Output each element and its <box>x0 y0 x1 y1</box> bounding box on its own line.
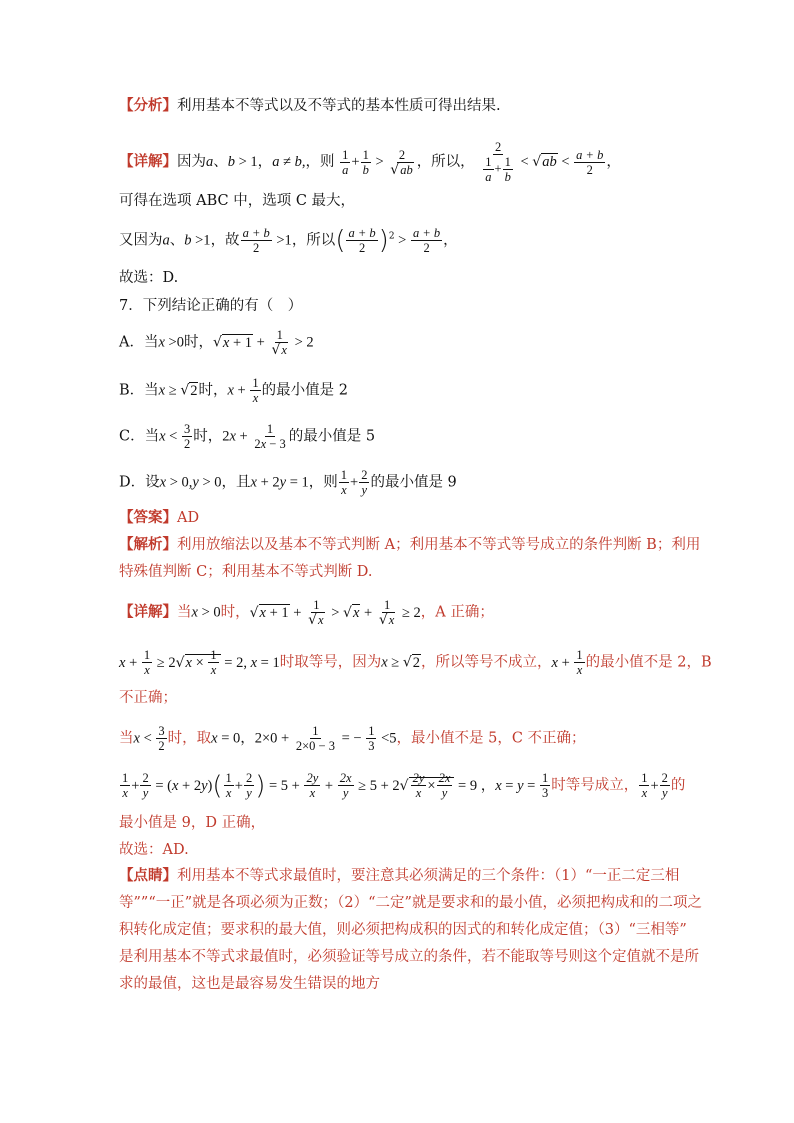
detail2-line-d: $\frac{1}{x}$ + $\frac{2}{y}$ = (x + 2y)( $\frac{1}{x}$ + $\frac{2}{y}$ ) = 5 + $\frac{2y}{x}$ + $\frac{2x}{y}$ ≥ 5 + 2√ $\frac{2y}{x}$ × $\frac{2x}{y}$ = 9 ，x = y = $\frac{1}{3}$ 时等号成立， $\frac{1}{x}$ + $\frac{2}{y}$ 的 <box>122 770 686 801</box>
text-seg: 时取等号，因为 <box>279 654 382 671</box>
frac-mean: $\frac{a + b}{2}$ <box>242 226 270 255</box>
frac-harmonic: 2 $\frac{1}{a}$ + $\frac{1}{b}$ <box>485 140 511 184</box>
answer-tag: 【答案】 <box>119 509 177 526</box>
line-option-c-max: 可得在选项 ABC 中，选项 C 最大， <box>119 193 356 209</box>
detail2-line-c: 当x < $\frac{3}{2}$ 时，取x = 0，2×0 + $\frac{1}{2\times 0 - 3}$ = − $\frac{1}{3}$ <5，最小值不是 5，C 不正确； <box>119 724 586 753</box>
text-seg: ， <box>606 154 621 170</box>
text-seg: 的最小值是 9 <box>370 474 457 491</box>
text-seg: A．当 <box>119 334 159 351</box>
question-7-stem: 7．下列结论正确的有（ ） <box>119 298 303 314</box>
text-seg: 、 <box>169 232 185 249</box>
option-d: D．设x > 0,y > 0，且x + 2y = 1，则 $\frac{1}{x}$ + $\frac{2}{y}$ 的最小值是 9 <box>119 468 457 497</box>
text-seg: 的最小值是 5 <box>288 428 376 445</box>
detail-line-1: 【详解】因为a、b > 1，a ≠ b,，则 $\frac{1}{a}$ + $\frac{1}{b}$ > $\frac{2}{√ab}$ ，所以， 2 $\frac{1}{a}$ + $\frac{1}{b}$ < √ab < $\frac{a + b}{2}$ ， <box>119 140 621 184</box>
answer-line <box>119 508 199 528</box>
choose-1: 故选：D. <box>119 270 179 286</box>
analysis-text: 利用基本不等式以及不等式的基本性质可得出结果. <box>177 98 501 114</box>
text-seg: 时， <box>183 334 213 351</box>
detail2-line-a: 【详解】当x > 0时，√x + 1 + $\frac{1}{√x}$ > √x + $\frac{1}{√x}$ ≥ 2，A 正确； <box>119 598 494 628</box>
math: , <box>301 154 306 170</box>
math: a <box>206 154 214 170</box>
text-seg: 因为 <box>177 154 206 170</box>
text-seg: 时， <box>220 604 250 621</box>
explain-tag: 【解析】 <box>119 536 177 553</box>
text-seg: 利用放缩法以及基本不等式判断 A；利用基本不等式等号成立的条件判断 B；利用 <box>177 537 701 553</box>
remark-line-3: 积转化成定值；要求积的最大值，则必须把构成积的因式的和转化成定值；（3）“三相等” <box>119 922 687 938</box>
text-seg: 、 <box>213 154 228 170</box>
option-c: C．当x < $\frac{3}{2}$ 时，2x + $\frac{1}{2x - 3}$ 的最小值是 5 <box>119 422 376 451</box>
detail-tag: 【详解】 <box>119 153 177 170</box>
frac-mean: $\frac{a + b}{2}$ <box>348 226 376 255</box>
frac-mean: $\frac{a + b}{2}$ <box>412 226 441 255</box>
text-seg: 又因为 <box>119 232 163 249</box>
text-seg: ，最小值不是 5，C 不正确； <box>396 730 586 747</box>
text-seg: 时，取 <box>167 730 212 747</box>
math: b <box>227 154 235 170</box>
choose-2: 故选：AD. <box>119 842 189 858</box>
text-seg: ，所以， <box>416 154 475 170</box>
detail2-line-b: x + $\frac{1}{x}$ ≥ 2√x × $\frac{1}{x}$ = 2, x = 1时取等号，因为x ≥ √2，所以等号不成立，x + $\frac{1}{x}$ 的最小值不是 2，B <box>119 648 712 677</box>
text-seg: 的最小值是 2 <box>261 382 348 399</box>
frac-1-b: $\frac{1}{b}$ <box>362 147 369 177</box>
answer-text: AD <box>177 510 200 526</box>
text-seg: ，故 <box>210 232 240 249</box>
text-seg: B．当 <box>119 382 159 399</box>
text-seg: 当 <box>119 730 134 747</box>
line-again: 又因为a、b >1，故 $\frac{a + b}{2}$ >1，所以( $\frac{a + b}{2}$ )$^2$ > $\frac{a + b}{2}$ ， <box>119 225 458 256</box>
remark-line-2: 等””“一正”就是各项必须为正数；（2）“二定”就是要求和的最小值，必须把构成和的二项之 <box>119 895 702 911</box>
math: a <box>272 154 280 170</box>
remark-line-1 <box>119 866 679 886</box>
math: ≠ <box>279 154 295 170</box>
detail2-line-d2: 最小值是 9，D 正确， <box>119 815 266 831</box>
text-seg: ，则 <box>305 154 335 170</box>
math: b <box>294 154 302 170</box>
explain-line-1 <box>119 535 700 555</box>
text-seg: ，且 <box>221 474 251 491</box>
text-seg: 利用基本不等式求最值时，要注意其必须满足的三个条件：（1）“一正二定三相 <box>177 868 680 884</box>
remark-line-4: 是利用基本不等式求最值时，必须验证等号成立的条件，若不能取等号则这个定值就不是所 <box>119 949 699 965</box>
frac-2-sqrtab: $\frac{2}{√ab}$ <box>390 147 413 178</box>
analysis-line <box>119 96 501 116</box>
text-seg: ，A 正确； <box>420 604 494 621</box>
text-seg: ， <box>443 232 458 249</box>
frac-mean: $\frac{a + b}{2}$ <box>576 147 604 177</box>
text-seg: 时， <box>193 428 223 445</box>
text-seg: ，所以等号不成立， <box>421 654 552 671</box>
option-a: A．当x >0时，√x + 1 + $\frac{1}{√x}$ > 2 <box>119 328 314 358</box>
math: > 1， <box>235 154 273 170</box>
detail-tag: 【详解】 <box>119 603 177 621</box>
text-seg: 的最小值不是 2，B <box>585 654 712 671</box>
text-seg: 的 <box>670 777 686 794</box>
text-seg: 当 <box>177 604 192 621</box>
explain-line-2: 特殊值判断 C；利用基本不等式判断 D. <box>119 564 373 580</box>
remark-line-5: 求的最值，这也是最容易发生错误的地方 <box>119 976 380 992</box>
frac-1-a: $\frac{1}{a}$ <box>342 147 349 177</box>
text-seg: ，则 <box>308 474 338 491</box>
text-seg: C．当 <box>119 428 160 445</box>
text-seg: 时， <box>198 382 228 399</box>
text-seg: 时等号成立， <box>551 777 639 794</box>
remark-tag: 【点睛】 <box>119 867 177 884</box>
text-seg: D．设 <box>119 474 160 491</box>
option-b: B．当x ≥ √2时，x + $\frac{1}{x}$ 的最小值是 2 <box>119 376 348 405</box>
detail2-line-b2: 不正确； <box>119 690 177 706</box>
text-seg: ，所以 <box>291 232 336 249</box>
analysis-tag: 【分析】 <box>119 97 177 114</box>
